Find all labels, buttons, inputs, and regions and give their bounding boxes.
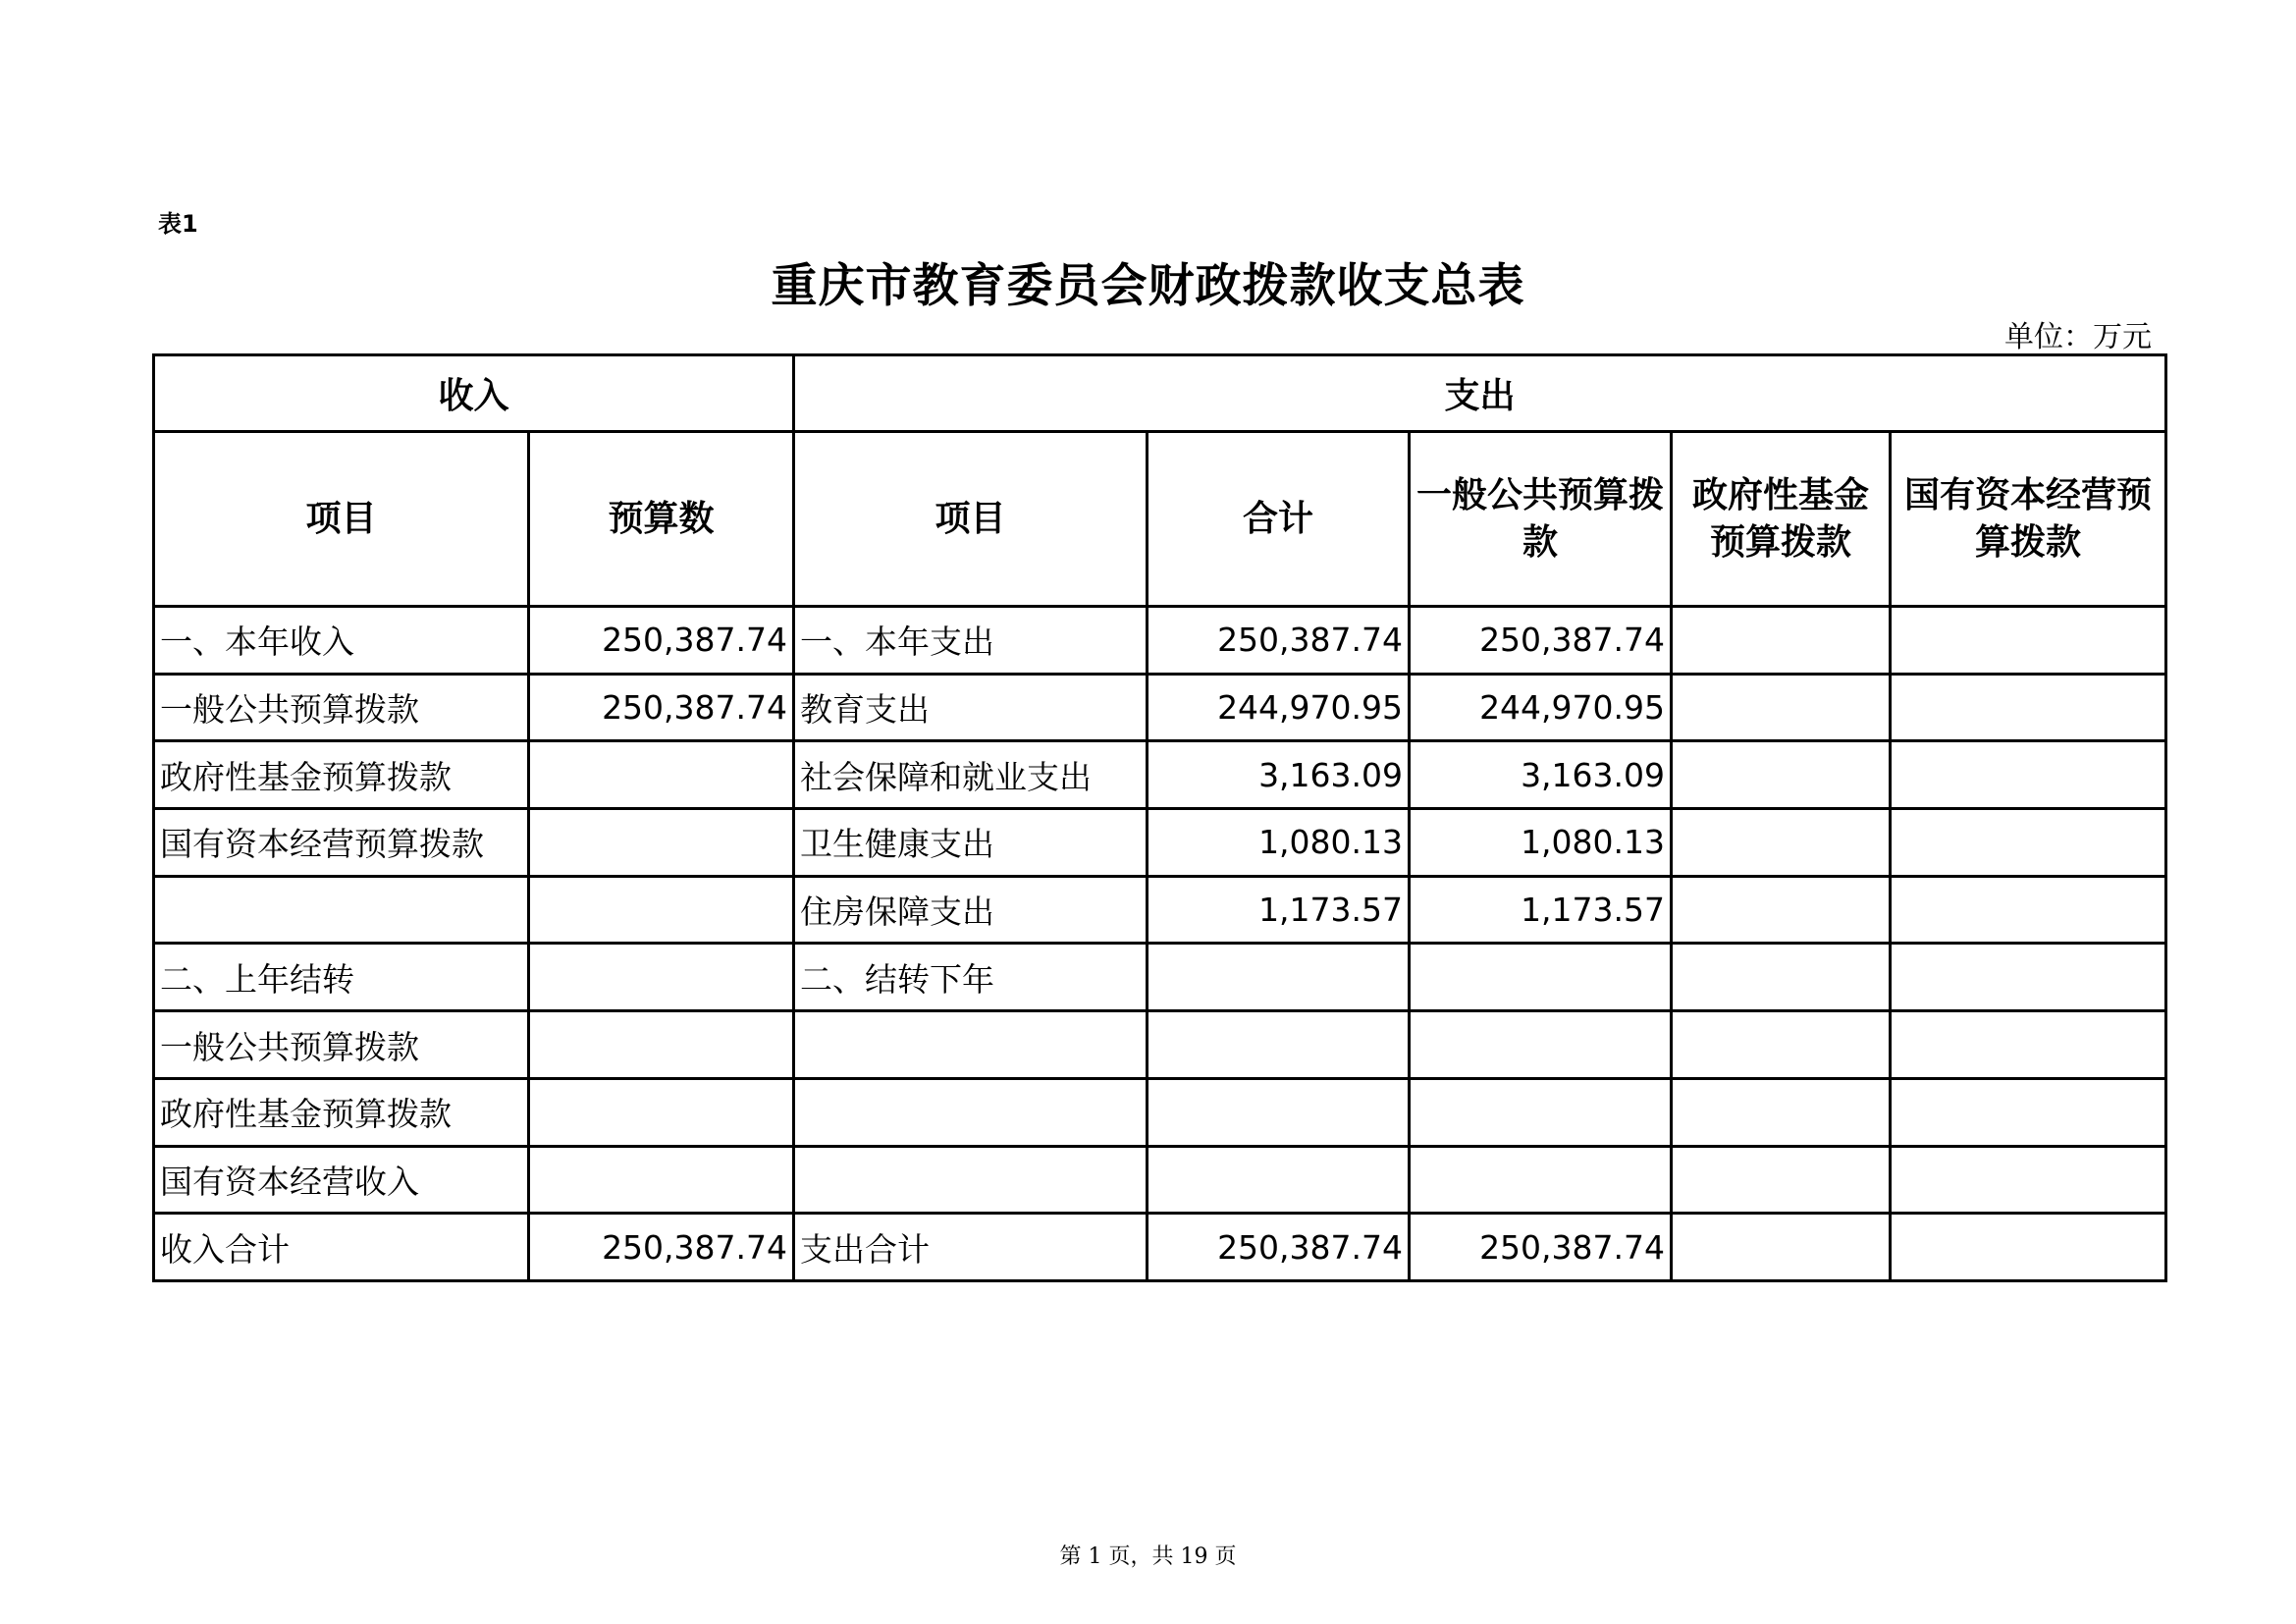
table-row xyxy=(154,741,2166,809)
table-cell xyxy=(1672,1146,1891,1214)
table-cell xyxy=(794,1011,1148,1079)
table-row xyxy=(154,876,2166,944)
table-cell: 250,387.74 xyxy=(529,674,794,741)
table-cell: 教育支出 xyxy=(794,674,1148,741)
table-cell xyxy=(1672,1078,1891,1146)
table-cell: 一般公共预算拨款 xyxy=(154,1011,529,1079)
table-cell xyxy=(1891,1011,2166,1079)
column-header: 一般公共预算拨款 xyxy=(1410,432,1672,607)
table-cell xyxy=(154,876,529,944)
table-row xyxy=(154,607,2166,675)
table-cell xyxy=(1410,944,1672,1011)
table-cell xyxy=(1148,1011,1410,1079)
table-cell xyxy=(1672,809,1891,877)
table-cell: 国有资本经营预算拨款 xyxy=(154,809,529,877)
table-cell: 1,080.13 xyxy=(1148,809,1410,877)
table-cell: 3,163.09 xyxy=(1410,741,1672,809)
table-cell: 政府性基金预算拨款 xyxy=(154,1078,529,1146)
table-cell: 1,173.57 xyxy=(1148,876,1410,944)
table-cell xyxy=(1672,1214,1891,1281)
table-cell xyxy=(1891,1214,2166,1281)
table-cell xyxy=(1672,674,1891,741)
table-cell: 二、结转下年 xyxy=(794,944,1148,1011)
group-header-row xyxy=(154,355,2166,432)
table-label: 表1 xyxy=(158,210,198,238)
table-cell xyxy=(1891,674,2166,741)
table-cell xyxy=(1891,607,2166,675)
table-row xyxy=(154,1078,2166,1146)
table-row xyxy=(154,944,2166,1011)
page-footer: 第 1 页，共 19 页 xyxy=(1059,1544,1237,1569)
table-cell: 250,387.74 xyxy=(1148,1214,1410,1281)
page-title: 重庆市教育委员会财政拨款收支总表 xyxy=(771,259,1525,313)
table-cell xyxy=(1891,809,2166,877)
table-cell xyxy=(1891,1078,2166,1146)
table-row xyxy=(154,1214,2166,1281)
table-cell xyxy=(1148,1146,1410,1214)
column-header: 项目 xyxy=(154,432,529,607)
table-row xyxy=(154,1011,2166,1079)
column-header: 预算数 xyxy=(529,432,794,607)
table-cell xyxy=(1672,607,1891,675)
table-cell xyxy=(1891,876,2166,944)
table-cell: 社会保障和就业支出 xyxy=(794,741,1148,809)
column-header: 政府性基金预算拨款 xyxy=(1672,432,1891,607)
table-cell xyxy=(1672,876,1891,944)
column-header: 国有资本经营预算拨款 xyxy=(1891,432,2166,607)
table-cell xyxy=(529,1078,794,1146)
table-cell: 244,970.95 xyxy=(1410,674,1672,741)
table-cell xyxy=(529,809,794,877)
table-cell xyxy=(529,876,794,944)
table-cell: 1,080.13 xyxy=(1410,809,1672,877)
table-cell xyxy=(1148,944,1410,1011)
table-cell xyxy=(529,944,794,1011)
table-cell: 住房保障支出 xyxy=(794,876,1148,944)
table-cell xyxy=(1672,944,1891,1011)
table-cell xyxy=(1672,1011,1891,1079)
table-cell: 3,163.09 xyxy=(1148,741,1410,809)
table-cell: 国有资本经营收入 xyxy=(154,1146,529,1214)
table-row xyxy=(154,1146,2166,1214)
table-cell: 250,387.74 xyxy=(529,607,794,675)
table-cell: 244,970.95 xyxy=(1148,674,1410,741)
table-cell: 250,387.74 xyxy=(529,1214,794,1281)
budget-table xyxy=(152,353,2167,1282)
column-header-row xyxy=(154,432,2166,607)
table-cell xyxy=(529,741,794,809)
table-cell: 卫生健康支出 xyxy=(794,809,1148,877)
table-row xyxy=(154,809,2166,877)
table-cell xyxy=(1410,1146,1672,1214)
table-cell xyxy=(1148,1078,1410,1146)
table-cell: 支出合计 xyxy=(794,1214,1148,1281)
table-cell: 1,173.57 xyxy=(1410,876,1672,944)
table-cell: 一、本年支出 xyxy=(794,607,1148,675)
expense-group-header: 支出 xyxy=(794,355,2166,432)
table-cell xyxy=(1410,1078,1672,1146)
income-group-header: 收入 xyxy=(154,355,794,432)
table-cell: 250,387.74 xyxy=(1410,1214,1672,1281)
table-cell: 收入合计 xyxy=(154,1214,529,1281)
table-cell: 二、上年结转 xyxy=(154,944,529,1011)
table-cell: 政府性基金预算拨款 xyxy=(154,741,529,809)
table-cell xyxy=(794,1078,1148,1146)
table-row xyxy=(154,674,2166,741)
table-cell xyxy=(1672,741,1891,809)
column-header: 合计 xyxy=(1148,432,1410,607)
table-body xyxy=(154,607,2166,1281)
table-cell xyxy=(1891,741,2166,809)
table-cell: 一般公共预算拨款 xyxy=(154,674,529,741)
table-cell: 250,387.74 xyxy=(1148,607,1410,675)
unit-label: 单位：万元 xyxy=(2004,320,2152,354)
table-cell xyxy=(794,1146,1148,1214)
table-cell: 250,387.74 xyxy=(1410,607,1672,675)
table-cell xyxy=(1410,1011,1672,1079)
column-header: 项目 xyxy=(794,432,1148,607)
table-cell xyxy=(1891,1146,2166,1214)
table-cell xyxy=(529,1011,794,1079)
table-cell xyxy=(1891,944,2166,1011)
table-cell xyxy=(529,1146,794,1214)
table-cell: 一、本年收入 xyxy=(154,607,529,675)
